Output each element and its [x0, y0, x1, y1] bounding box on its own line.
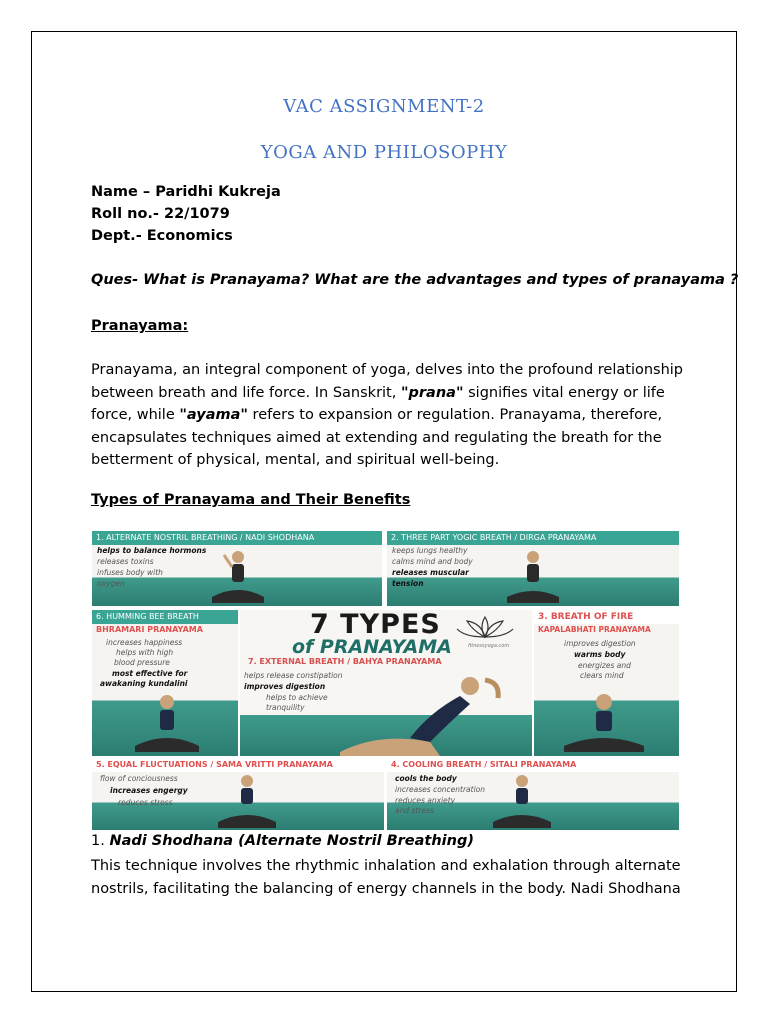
lotus-logo-icon [455, 613, 515, 641]
infographic-title: 7 TYPES [310, 610, 441, 640]
student-name: Name – Paridhi Kukreja [91, 184, 281, 200]
yoga-figure-icon [554, 690, 654, 754]
item1-heading: 1. Nadi Shodhana (Alternate Nostril Breathing) [91, 833, 474, 849]
panel-header: 4. COOLING BREATH / SITALI PRANAYAMA [387, 758, 679, 772]
panel-subheader: KAPALABHATI PRANAYAMA [538, 625, 651, 634]
yoga-figure-icon [127, 692, 207, 754]
department: Dept.- Economics [91, 228, 233, 244]
pranayama-infographic [92, 531, 679, 830]
panel-kapalabhati-pranayama: 3. BREATH OF FIRE KAPALABHATI PRANAYAMA improves digestion warms body energizes and clears mind [534, 610, 679, 756]
yoga-figure-icon [320, 672, 520, 756]
panel-dirga-pranayama: 2. THREE PART YOGIC BREATH / DIRGA PRANAYAMA keeps lungs healthy calms mind and body releases muscular tension [387, 531, 679, 606]
pranayama-paragraph: Pranayama, an integral component of yoga, delves into the profound relationship between breath and life force. In Sanskrit, "prana" signifies vital energy or life force, while "ayama" refers to expansion or regulation. Pranayama, therefore, encapsulates techniques aimed at extending and regulating the breath for the betterment of physical, mental, and spiritual well-being. [91, 362, 684, 469]
panel-header: 7. EXTERNAL BREATH / BAHYA PRANAYAMA [248, 657, 442, 666]
panel-subheader: BHRAMARI PRANAYAMA [96, 625, 203, 634]
panel-header: 3. BREATH OF FIRE [534, 610, 679, 624]
assignment-subtitle: YOGA AND PHILOSOPHY [260, 142, 508, 163]
roll-number: Roll no.- 22/1079 [91, 206, 230, 222]
item1-text: This technique involves the rhythmic inhalation and exhalation through alternate nostrils, facilitating the balancing of energy channels in the body. Nadi Shodhana [91, 858, 681, 897]
infographic-subtitle: of PRANAYAMA [292, 636, 452, 658]
yoga-figure-icon [212, 772, 282, 830]
panel-bhramari-pranayama: 6. HUMMING BEE BREATH BHRAMARI PRANAYAMA increases happiness helps with high blood pressure most effective for awakaning kundalini [92, 610, 238, 756]
item1-title: Nadi Shodhana (Alternate Nostril Breathing) [109, 833, 474, 849]
yoga-figure-icon [202, 547, 272, 605]
panel-sitali-pranayama: 4. COOLING BREATH / SITALI PRANAYAMA cools the body increases concentration reduces anxiety and stress [387, 758, 679, 830]
yoga-figure-icon [497, 547, 567, 605]
term-ayama: "ayama" [179, 407, 248, 424]
heading-types: Types of Pranayama and Their Benefits [91, 492, 411, 508]
panel-bahya-pranayama: 7 TYPES of PRANAYAMA fitnessyoga.com 7. EXTERNAL BREATH / BAHYA PRANAYAMA helps release constipation improves digestion helps to achieve tranquility [240, 610, 532, 756]
assignment-title: VAC ASSIGNMENT-2 [283, 96, 485, 117]
panel-sama-vritti-pranayama: 5. EQUAL FLUCTUATIONS / SAMA VRITTI PRANAYAMA flow of conciousness increases engergy reduces stress [92, 758, 384, 830]
panel-nadi-shodhana: 1. ALTERNATE NOSTRIL BREATHING / NADI SHODHANA helps to balance hormons releases toxins infuses body with oxygen [92, 531, 382, 606]
question: Ques- What is Pranayama? What are the advantages and types of pranayama ? [91, 272, 739, 288]
term-prana: "prana" [400, 384, 464, 401]
panel-header: 5. EQUAL FLUCTUATIONS / SAMA VRITTI PRANAYAMA [92, 758, 384, 772]
panel-header: 6. HUMMING BEE BREATH [92, 610, 238, 624]
heading-pranayama: Pranayama: [91, 318, 189, 334]
panel-header: 2. THREE PART YOGIC BREATH / DIRGA PRANAYAMA [387, 531, 679, 545]
logo-text: fitnessyoga.com [468, 643, 510, 649]
panel-header: 1. ALTERNATE NOSTRIL BREATHING / NADI SHODHANA [92, 531, 382, 545]
yoga-figure-icon [487, 772, 557, 830]
